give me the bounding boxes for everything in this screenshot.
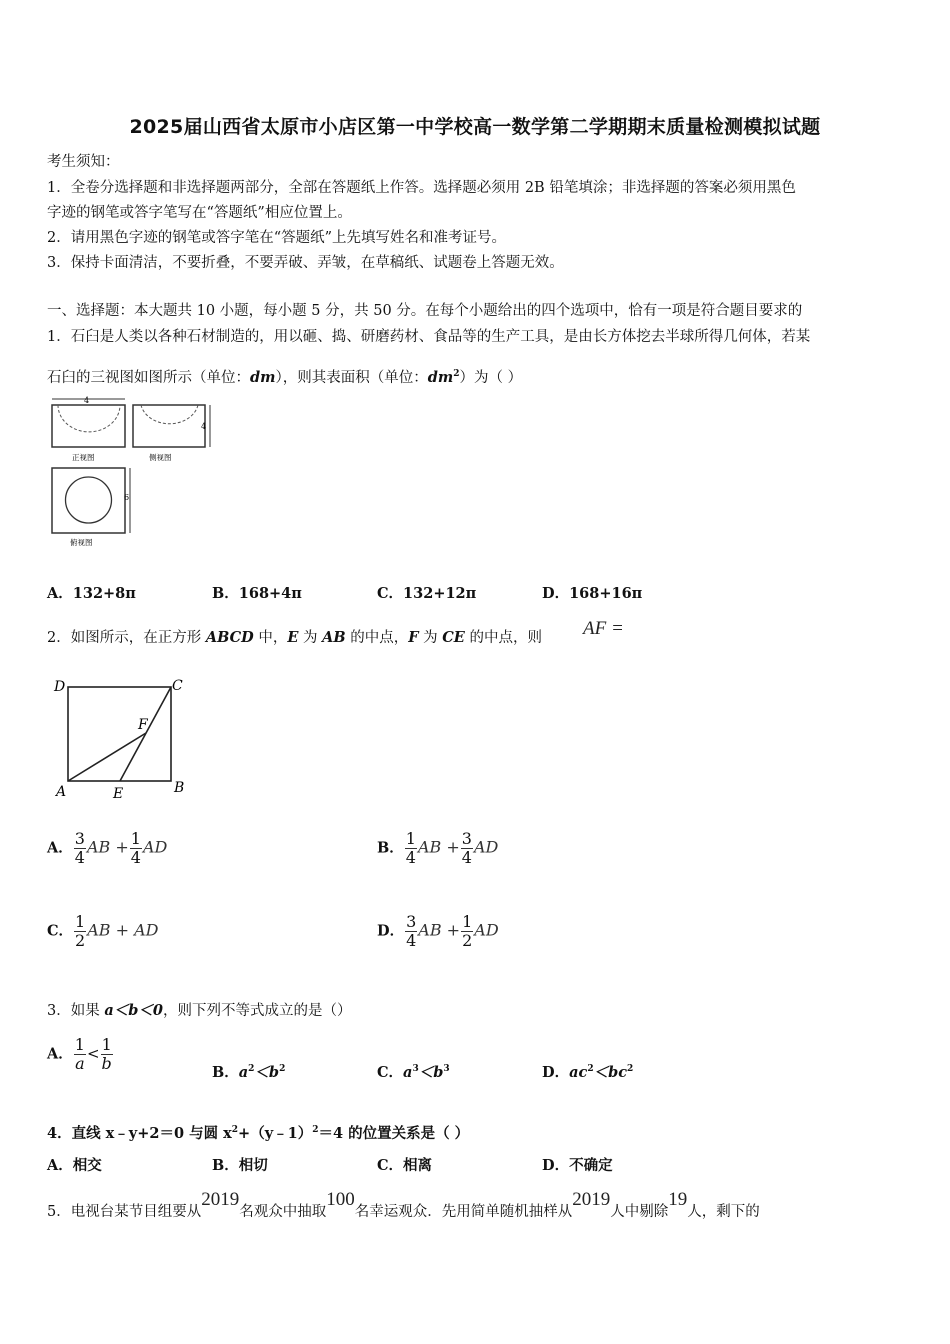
numerator: 1 bbox=[74, 1035, 85, 1054]
fraction bbox=[74, 1036, 86, 1073]
page-title: 2025届山西省太原市小店区第一中学校高一数学第二学期期末质量检测模拟试题 bbox=[129, 116, 821, 138]
exponent: 2 bbox=[231, 1125, 239, 1135]
section-heading: 一、选择题：本大题共 10 小题，每小题 5 分，共 50 分。在每个小题给出的四个选项中，恰有一项是符合题目要求的 bbox=[47, 303, 803, 319]
vector-term: AD bbox=[473, 837, 499, 857]
option-label: B． bbox=[212, 1064, 239, 1081]
q4-text: 4．直线 x﹣y+2＝0 与圆 x bbox=[47, 1124, 232, 1142]
option-text: 132+8π bbox=[72, 585, 136, 602]
q2-text: 2．如图所示，在正方形 bbox=[47, 630, 206, 646]
top-view-label: 俯视图 bbox=[70, 538, 93, 547]
q3-condition: a＜b＜0 bbox=[104, 1002, 163, 1019]
option-text: 不确定 bbox=[569, 1157, 613, 1174]
exponent: 2 bbox=[312, 1125, 319, 1135]
option-text: ac bbox=[569, 1064, 588, 1081]
notice-line-1b: 字迹的钢笔或答字笔写在“答题纸”相应位置上。 bbox=[47, 205, 352, 221]
dim-label: 4 bbox=[84, 396, 90, 405]
option-text: 168+4π bbox=[238, 585, 302, 602]
q1-three-view-figure bbox=[44, 392, 219, 552]
option-label: C． bbox=[377, 585, 404, 602]
option-label: B． bbox=[212, 1157, 239, 1174]
fraction bbox=[461, 830, 473, 867]
fraction bbox=[101, 1036, 113, 1073]
vector-term: AD bbox=[474, 920, 499, 940]
q2-text: 的中点， bbox=[345, 630, 409, 646]
q1-unit: dm bbox=[427, 368, 454, 386]
denominator: b bbox=[101, 1054, 112, 1073]
numerator: 3 bbox=[74, 829, 85, 848]
q4-stem bbox=[47, 1120, 469, 1144]
option-label: A． bbox=[47, 1157, 73, 1174]
q2-expression: AF = bbox=[583, 618, 624, 639]
fraction bbox=[405, 913, 417, 950]
q1-option-d[interactable] bbox=[542, 582, 642, 603]
exponent: 2 bbox=[627, 1064, 634, 1075]
point-label: F bbox=[138, 717, 148, 733]
notice-line-2: 2．请用黑色字迹的钢笔或答字笔在“答题纸”上先填写姓名和准考证号。 bbox=[47, 230, 507, 246]
point-label: C bbox=[172, 678, 183, 694]
numerator: 1 bbox=[101, 1035, 112, 1054]
q4-option-b[interactable] bbox=[212, 1154, 268, 1175]
front-view-label: 正视图 bbox=[72, 453, 95, 462]
denominator: 2 bbox=[462, 931, 473, 950]
q1-option-c[interactable] bbox=[377, 582, 476, 603]
q2-option-d[interactable] bbox=[377, 913, 499, 950]
exponent: 3 bbox=[412, 1064, 419, 1075]
q2-option-c[interactable] bbox=[47, 913, 159, 950]
option-text: a bbox=[238, 1064, 249, 1081]
q5-number: 2019 bbox=[201, 1189, 240, 1210]
q5-text: 名观众中抽取 bbox=[239, 1204, 327, 1220]
q3-stem bbox=[47, 1001, 351, 1021]
q5-number: 19 bbox=[668, 1189, 688, 1210]
q4-text: ＝4 的位置关系是（ ） bbox=[318, 1124, 470, 1142]
denominator: 4 bbox=[130, 848, 141, 867]
q3-text: 3．如果 bbox=[47, 1003, 105, 1019]
option-text: a bbox=[403, 1064, 413, 1081]
point-label: E bbox=[113, 786, 124, 802]
q1-exponent: 2 bbox=[453, 369, 460, 379]
q2-var: CE bbox=[442, 629, 465, 646]
q5-text: 人中剔除 bbox=[610, 1204, 669, 1220]
less-than: < bbox=[86, 1044, 100, 1063]
fraction bbox=[130, 830, 142, 867]
numerator: 3 bbox=[461, 829, 472, 848]
q5-text: 5．电视台某节目组要从 bbox=[47, 1204, 202, 1220]
q5-stem bbox=[47, 1189, 760, 1222]
q2-square-figure bbox=[48, 672, 198, 804]
option-text: ＜bc bbox=[593, 1064, 628, 1081]
exponent: 3 bbox=[443, 1064, 450, 1075]
fraction bbox=[461, 913, 473, 950]
exponent: 2 bbox=[587, 1064, 594, 1075]
option-text: ＜b bbox=[418, 1064, 444, 1081]
denominator: a bbox=[75, 1054, 85, 1073]
q5-text: 名幸运观众．先用简单随机抽样从 bbox=[354, 1204, 573, 1220]
option-label: B． bbox=[377, 839, 404, 857]
vector-term: AB + bbox=[86, 837, 129, 857]
q2-text: 为 bbox=[418, 630, 443, 646]
numerator: 1 bbox=[405, 829, 416, 848]
q5-text: 人，剩下的 bbox=[687, 1204, 760, 1220]
q2-text: 的中点，则 bbox=[464, 630, 542, 646]
q2-stem bbox=[47, 628, 542, 648]
q2-var: ABCD bbox=[205, 629, 254, 646]
vector-term: AD bbox=[142, 837, 168, 857]
denominator: 4 bbox=[461, 848, 472, 867]
q3-option-c[interactable] bbox=[377, 1061, 450, 1082]
q2-option-a[interactable] bbox=[47, 830, 167, 867]
q5-number: 2019 bbox=[572, 1189, 611, 1210]
denominator: 2 bbox=[75, 931, 86, 950]
option-label: B． bbox=[212, 585, 239, 602]
option-text: 132+12π bbox=[403, 585, 477, 602]
vector-term: AB + bbox=[417, 837, 460, 857]
vector-term: AB + AD bbox=[87, 920, 159, 940]
q2-option-b[interactable] bbox=[377, 830, 498, 867]
q1-line-2 bbox=[47, 364, 522, 388]
q4-option-d[interactable] bbox=[542, 1154, 613, 1175]
q1-option-a[interactable] bbox=[47, 582, 136, 603]
q1-option-b[interactable] bbox=[212, 582, 302, 603]
q5-number: 100 bbox=[326, 1189, 355, 1210]
option-label: A． bbox=[47, 585, 73, 602]
option-label: C． bbox=[377, 1157, 404, 1174]
q3-option-d[interactable] bbox=[542, 1061, 633, 1082]
q3-option-a[interactable] bbox=[47, 1036, 114, 1073]
fraction bbox=[405, 830, 417, 867]
numerator: 1 bbox=[130, 829, 141, 848]
option-text: 168+16π bbox=[569, 585, 643, 602]
option-label: A． bbox=[47, 1045, 73, 1063]
numerator: 3 bbox=[406, 912, 417, 931]
q4-option-a[interactable] bbox=[47, 1154, 102, 1175]
dim-label: 4 bbox=[201, 422, 207, 431]
q2-var: E bbox=[287, 629, 299, 646]
fraction bbox=[74, 830, 86, 867]
numerator: 1 bbox=[462, 912, 473, 931]
option-label: C． bbox=[377, 1064, 404, 1081]
option-label: D． bbox=[542, 1064, 570, 1081]
denominator: 4 bbox=[405, 848, 416, 867]
q1-text: ）为（ ） bbox=[459, 369, 523, 386]
numerator: 1 bbox=[75, 912, 86, 931]
option-text: ＜b bbox=[254, 1064, 280, 1081]
q2-var: F bbox=[408, 629, 419, 646]
q2-text: 为 bbox=[298, 630, 323, 646]
option-text: 相交 bbox=[72, 1157, 102, 1174]
q2-var: AB bbox=[322, 629, 346, 646]
point-label: D bbox=[54, 679, 66, 695]
notice-line-1a: 1．全卷分选择题和非选择题两部分，全部在答题纸上作答。选择题必须用 2B 铅笔填涂；非选择题的答案必须用黑色 bbox=[47, 180, 796, 196]
exponent: 2 bbox=[279, 1064, 286, 1075]
q3-option-b[interactable] bbox=[212, 1061, 285, 1082]
option-label: C． bbox=[47, 922, 74, 940]
q1-text: 石臼的三视图如图所示（单位： bbox=[47, 369, 250, 386]
option-label: D． bbox=[542, 1157, 570, 1174]
q1-unit: dm bbox=[250, 368, 276, 386]
exponent: 2 bbox=[248, 1064, 255, 1075]
option-label: A． bbox=[47, 839, 73, 857]
q3-text: ，则下列不等式成立的是（） bbox=[162, 1003, 352, 1019]
denominator: 4 bbox=[74, 848, 85, 867]
point-label: B bbox=[174, 780, 185, 796]
q4-text: +（y﹣1） bbox=[238, 1124, 313, 1142]
denominator: 4 bbox=[406, 931, 417, 950]
option-label: D． bbox=[377, 922, 405, 940]
option-text: 相切 bbox=[238, 1157, 268, 1174]
q2-text: 中， bbox=[253, 630, 288, 646]
point-label: A bbox=[56, 784, 67, 800]
q1-line-1: 1．石臼是人类以各种石材制造的，用以砸、捣、研磨药材、食品等的生产工具，是由长方体挖去半球所得几何体，若某 bbox=[47, 329, 811, 345]
q4-option-c[interactable] bbox=[377, 1154, 432, 1175]
q1-text: ），则其表面积（单位： bbox=[275, 369, 428, 386]
fraction bbox=[74, 913, 86, 950]
option-text: 相离 bbox=[403, 1157, 433, 1174]
side-view-label: 侧视图 bbox=[149, 453, 172, 462]
notice-line-3: 3．保持卡面清洁，不要折叠，不要弄破、弄皱，在草稿纸、试题卷上答题无效。 bbox=[47, 255, 564, 271]
option-label: D． bbox=[542, 585, 570, 602]
dim-label: 6 bbox=[124, 493, 130, 502]
vector-term: AB + bbox=[418, 920, 461, 940]
notice-heading: 考生须知： bbox=[47, 154, 120, 170]
